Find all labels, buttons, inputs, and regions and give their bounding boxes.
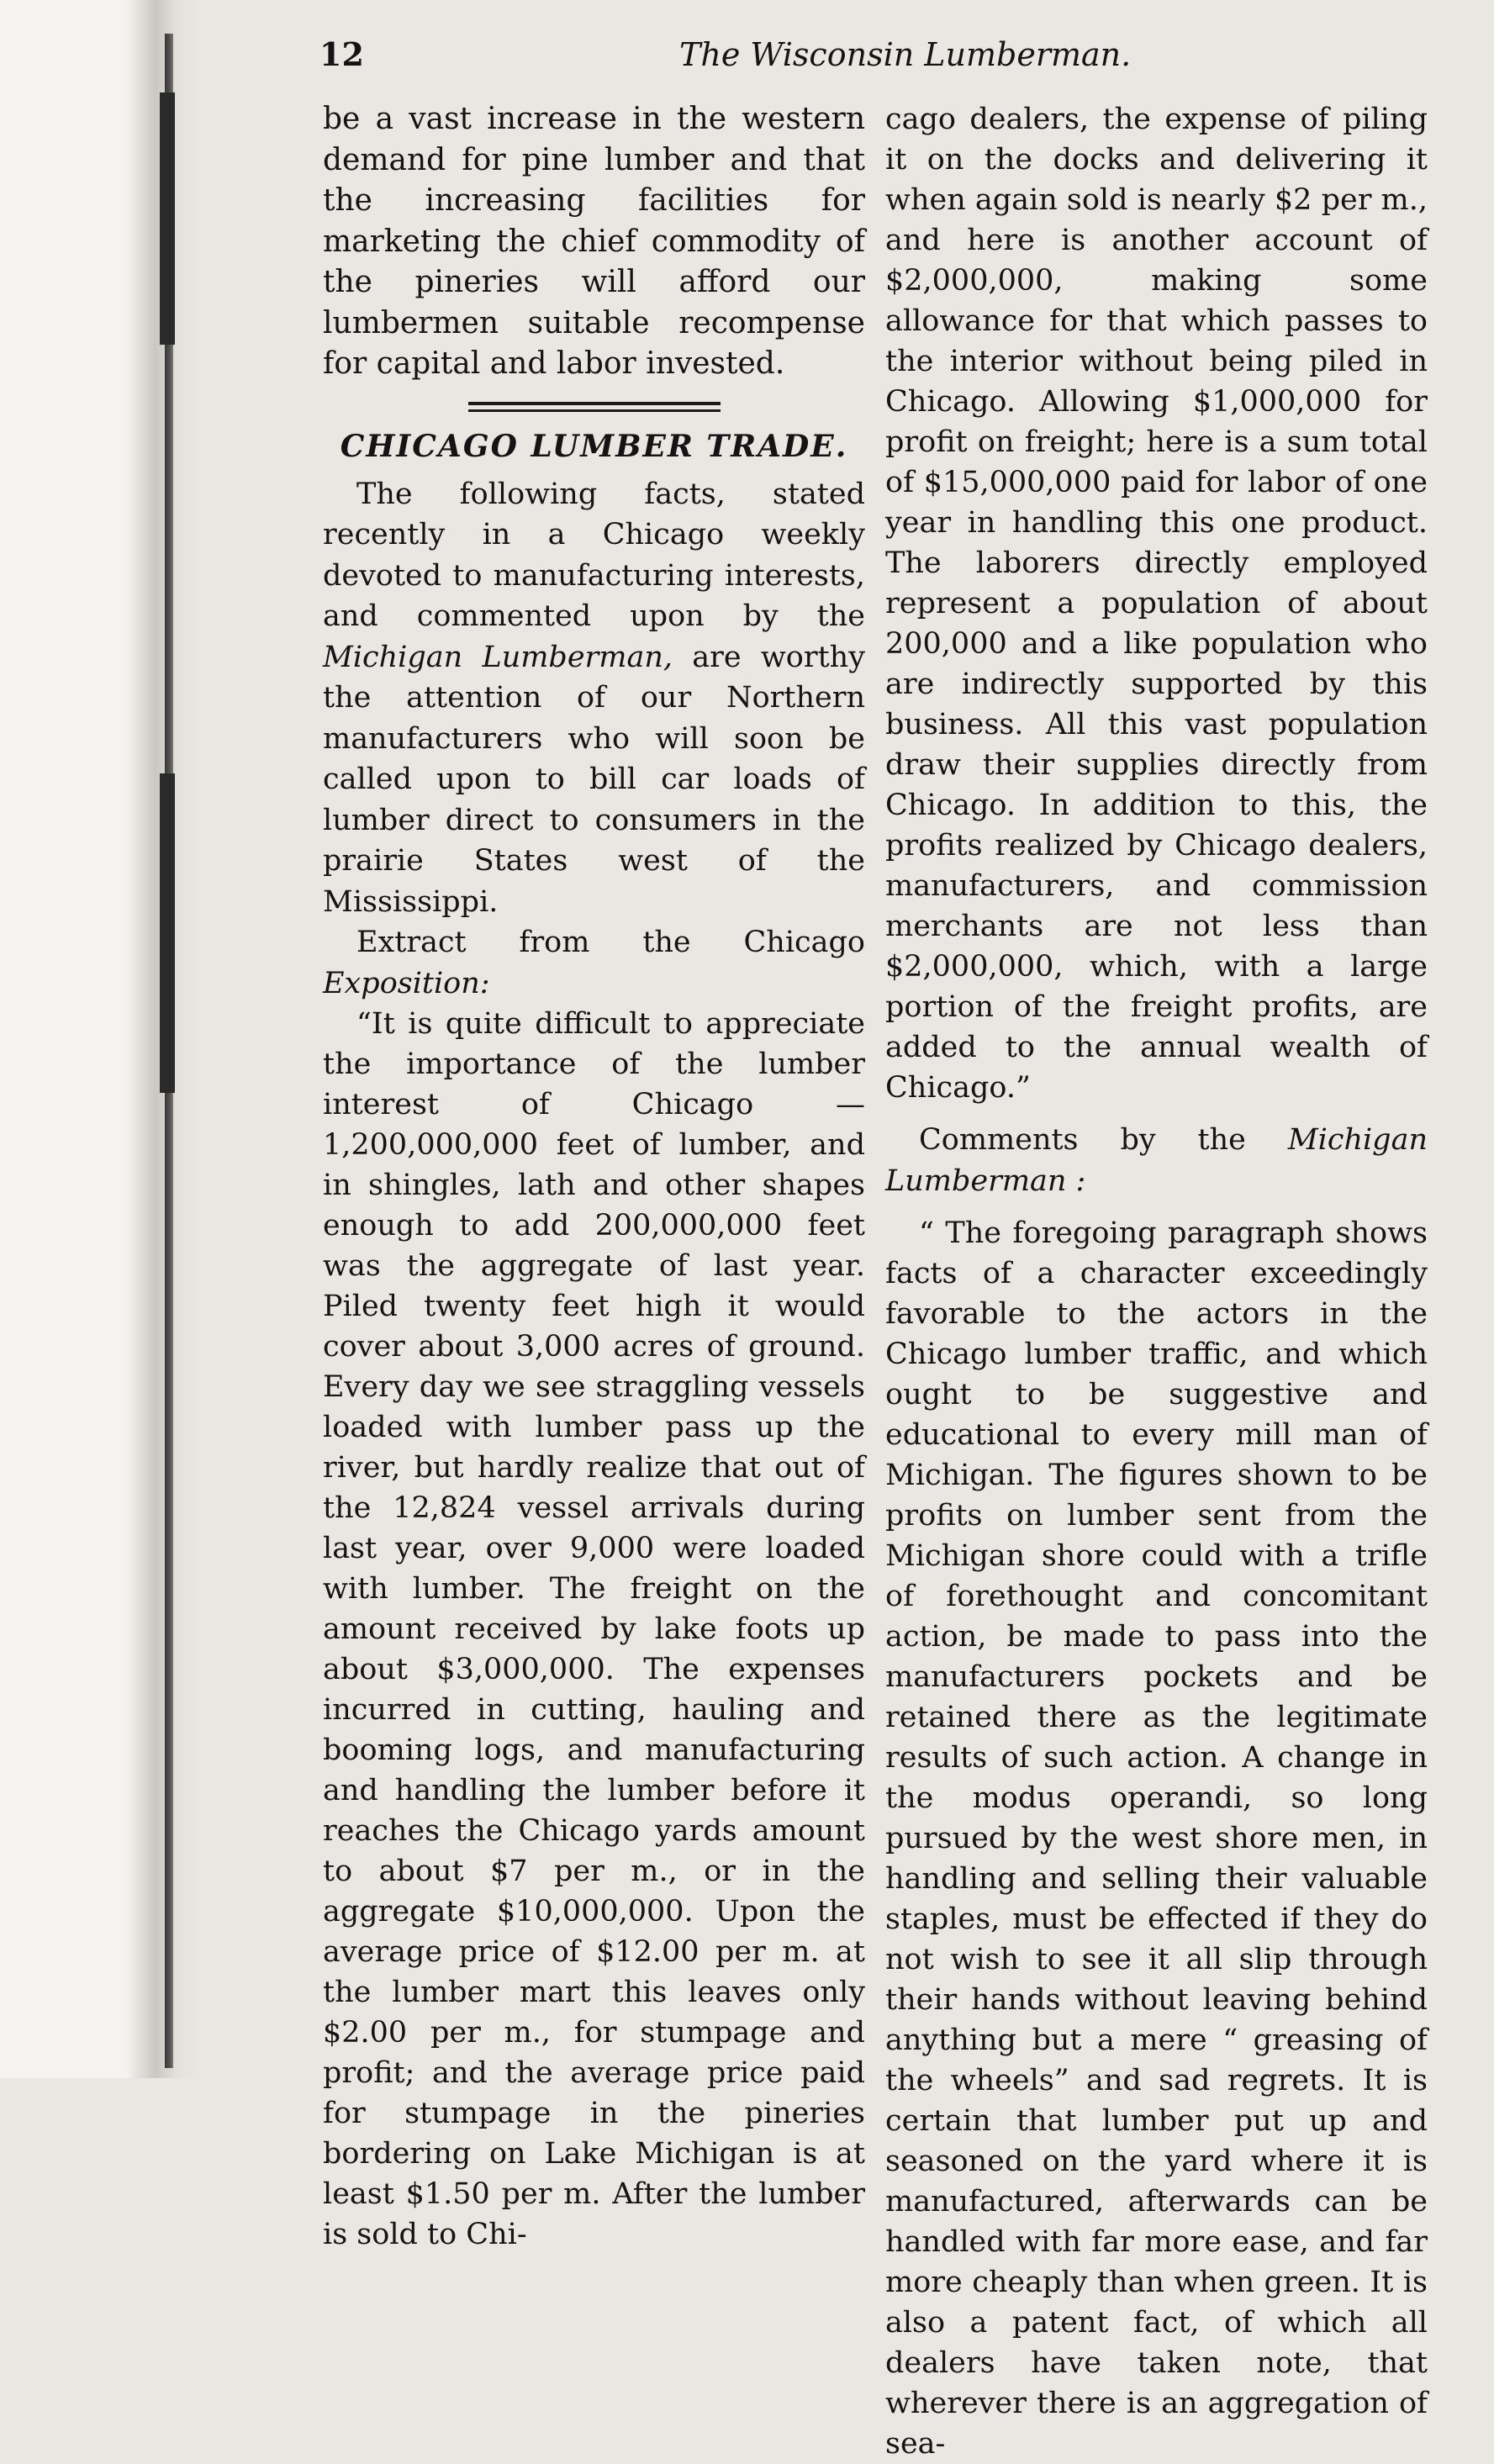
- running-title: The Wisconsin Lumberman.: [679, 36, 1132, 73]
- left-column: [323, 99, 865, 2255]
- intro-text-cont: are worthy the attention of our Northern manufacturers who will soon be called upon to bill car loads of lumber direct to consumers in the prairie States west of the Mississippi.: [323, 640, 865, 919]
- divider-rule: [468, 402, 721, 405]
- comments-label: Comments by the: [919, 1123, 1288, 1157]
- page-header: [319, 34, 1427, 76]
- section-title: CHICAGO LUMBER TRADE.: [340, 428, 848, 464]
- page-number: 12: [319, 35, 364, 73]
- intro-paragraph: [323, 474, 865, 923]
- binding-mark-upper: [160, 92, 175, 345]
- divider-rule: [468, 409, 721, 412]
- intro-text: The following facts, stated recently in a Chicago weekly devoted to manufacturing interests, and commented upon by the: [323, 477, 865, 633]
- section-divider: [323, 402, 865, 412]
- extract-source: Exposition:: [323, 966, 490, 1000]
- right-column: [885, 99, 1428, 2464]
- quoted-extract: “It is quite difficult to appreciate the importance of the lumber interest of Chicago — 1,200,000,000 feet of lumber, and in shingles, lath and other shapes enough to add 200,000,000 feet was the aggregate of last year. Piled twenty feet high it would cover about 3,000 acres of ground. Every day we see straggling vessels loaded with lumber pass up the river, but hardly realize that out of the 12,824 vessel arrivals during last year, over 9,000 were loaded with lumber. The freight on the amount received by lake foots up about $3,000,000. The expenses incurred in cutting, hauling and booming logs, and manufacturing and handling the lumber before it reaches the Chicago yards amount to about $7 per m., or in the aggregate $10,000,000. Upon the average price of $12.00 per m. at the lumber mart this leaves only $2.00 per m., for stumpage and profit; and the average price paid for stumpage in the pineries bordering on Lake Michigan is at least $1.50 per m. After the lumber is sold to Chi-: [323, 1007, 865, 2251]
- extract-heading: [323, 922, 865, 1004]
- binding-mark-middle: [160, 773, 175, 1093]
- comments-heading: [885, 1120, 1428, 1201]
- comments-source: Michigan Lumberman :: [885, 1123, 1428, 1198]
- extract-label: Extract from the Chicago: [356, 926, 865, 959]
- comment-paragraph: “ The foregoing paragraph shows facts of a character exceedingly favorable to the actors in the Chicago lumber traffic, and which ought to be suggestive and educational to every mill man of Michigan. The figures shown to be profits on lumber sent from the Michigan shore could with a trifle of forethought and concomitant action, be made to pass into the manufacturers pockets and be retained there as the legitimate results of such action. A change in the modus operandi, so long pursued by the west shore men, in handling and selling their valuable staples, must be effected if they do not wish to see it all slip through their hands without leaving behind anything but a mere “ greasing of the wheels” and sad regrets. It is certain that lumber put up and seasoned on the yard where it is manufactured, afterwards can be handled with far more ease, and far more cheaply than when green. It is also a patent fact, of which all dealers have taken note, that wherever there is an aggregation of sea-: [885, 1216, 1428, 2461]
- lead-paragraph: be a vast increase in the western demand for pine lumber and that the increasing facilities for marketing the chief commodity of the pineries will afford our lumbermen suitable recompense for capital and labor invested.: [323, 102, 865, 381]
- publication-name: Michigan Lumberman,: [323, 640, 673, 674]
- quoted-extract-continued: cago dealers, the expense of piling it on the docks and delivering it when again sold is nearly $2 per m., and here is another account of $2,000,000, making some allowance for that which passes to the interior without being piled in Chicago. Allowing $1,000,000 for profit on freight; here is a sum total of $15,000,000 paid for labor of one year in handling this one product. The laborers directly employed represent a population of about 200,000 and a like population who are indirectly supported by this business. All this vast population draw their supplies directly from Chicago. In addition to this, the profits realized by Chicago dealers, manufacturers, and commission merchants are not less than $2,000,000, which, with a large portion of the freight profits, are added to the annual wealth of Chicago.”: [885, 103, 1428, 1105]
